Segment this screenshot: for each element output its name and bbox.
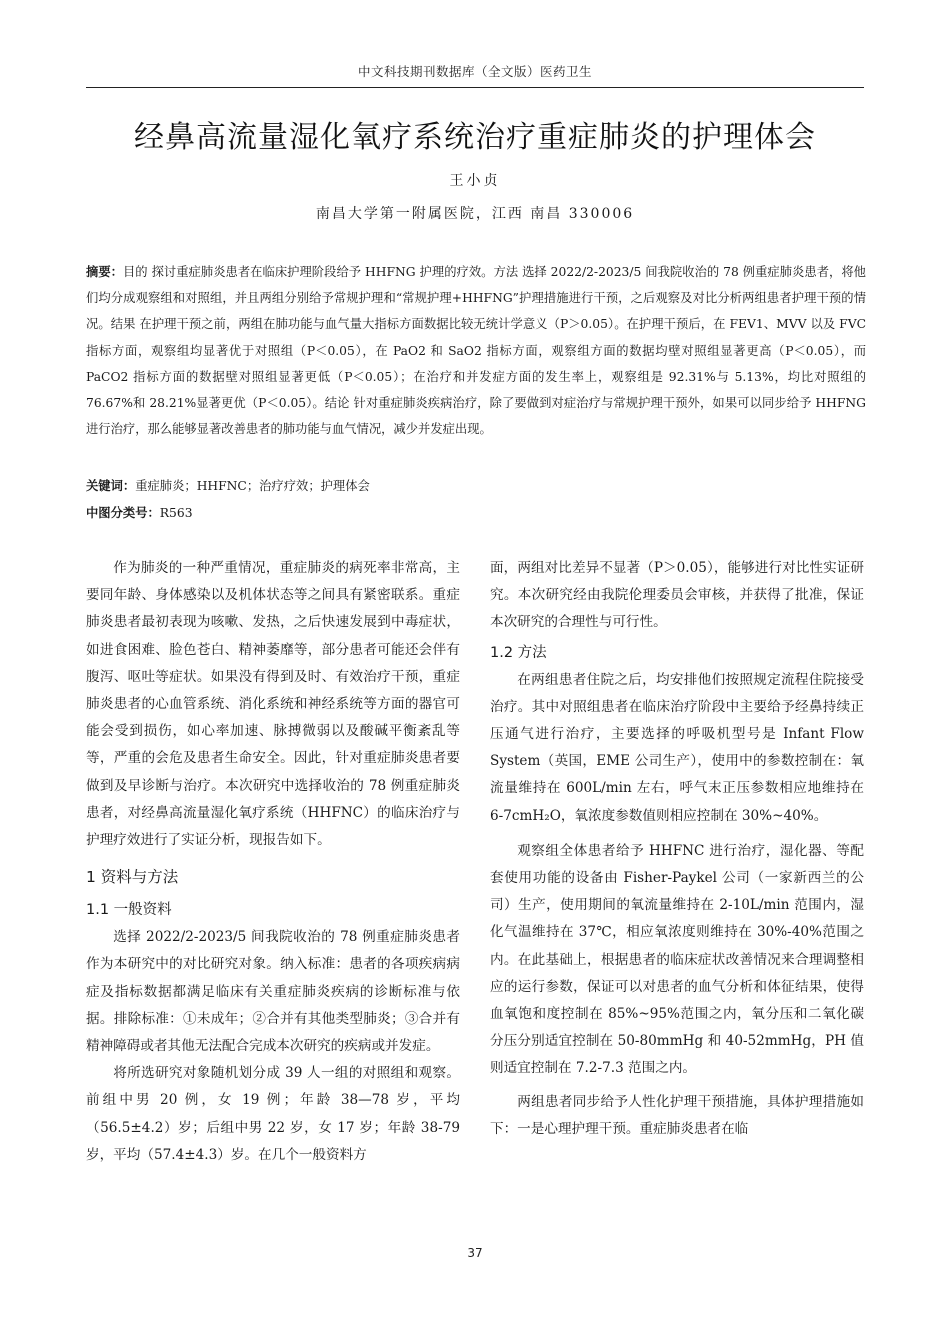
abstract — [86, 259, 866, 442]
journal-header: 中文科技期刊数据库（全文版）医药卫生 — [357, 64, 592, 79]
intro-paragraph: 作为肺炎的一种严重情况，重症肺炎的病死率非常高，主要同年龄、身体感染以及机体状态等之间具有紧密联系。重症肺炎患者最初表现为咳嗽、发热，之后快速发展到中毒症状，如进食困难、脸色苍白、精神萎靡等，部分患者可能还会伴有腹泻、呕吐等症状。如果没有得到及时、有效治疗干预，重症肺炎患者的心血管系统、消化系统和神经系统等方面的器官可能会受到损伤，如心率加速、脉搏微弱以及酸碱平衡紊乱等等，严重的会危及患者生命安全。因此，针对重症肺炎患者要做到及早诊断与治疗。本次研究中选择收治的 78 例重症肺炎患者，对经鼻高流量湿化氧疗系统（HHFNC）的临床治疗与护理疗效进行了实证分析，现报告如下。 — [86, 560, 460, 849]
page-number: 37 — [467, 1246, 483, 1260]
section-1-1-paragraph-1: 选择 2022/2-2023/5 间我院收治的 78 例重症肺炎患者作为本研究中的对比研究对象。纳入标准：患者的各项疾病病症及指标数据都满足临床有关重症肺炎疾病的诊断标准与依据。排除标准：①未成年；②合并有其他类型肺炎；③合并有精神障碍或者其他无法配合完成本次研究的疾病或并发症。 — [86, 929, 460, 1055]
article-title: 经鼻高流量湿化氧疗系统治疗重症肺炎的护理体会 — [134, 120, 816, 155]
abstract-label: 摘要： — [86, 265, 123, 279]
classification-text: R563 — [159, 506, 193, 520]
classification-label: 中图分类号： — [86, 506, 160, 520]
section-1-2-heading: 1.2 方法 — [490, 644, 547, 661]
keywords — [86, 476, 370, 494]
section-1-2-paragraph-2: 观察组全体患者给予 HHFNC 进行治疗，湿化器、等配套使用功能的设备由 Fisher-Paykel 公司（一家新西兰的公司）生产，使用期间的氧流量维持在 2-10L/min 范围内，湿化气温维持在 37℃，相应氧浓度则维持在 30%-40%范围之内。在此基础上，根据患者的临床症状改善情况来合理调整相应的运行参数，保证可以对患者的血气分析和体征结果，使得血氧饱和度控制在 85%~95%范围之内，氧分压和二氧化碳分压分别适宜控制在 50-80mmHg 和 40-52mmHg，PH 值则适宜控制在 7.2-7.3 范围之内。 — [490, 842, 864, 1077]
section-1-1-paragraph-2-continued: 面，两组对比差异不显著（P＞0.05），能够进行对比性实证研究。本次研究经由我院伦理委员会审核，并获得了批准，保证本次研究的合理性与可行性。 — [490, 560, 864, 631]
keywords-label: 关键词： — [86, 479, 136, 493]
classification-number — [86, 503, 193, 521]
section-1-heading: 1 资料与方法 — [86, 868, 179, 887]
header-divider — [86, 87, 864, 88]
section-1-2-paragraph-3: 两组患者同步给予人性化护理干预措施，具体护理措施如下：一是心理护理干预。重症肺炎患者在临 — [490, 1093, 864, 1137]
keywords-text: 重症肺炎；HHFNC；治疗疗效；护理体会 — [135, 479, 370, 493]
left-column — [86, 555, 460, 1169]
section-1-2-paragraph-1: 在两组患者住院之后，均安排他们按照规定流程住院接受治疗。其中对照组患者在临床治疗阶段中主要给予经鼻持续正压通气进行治疗，主要选择的呼吸机型号是 Infant Flow System（英国，EME 公司生产），使用中的参数控制在：氧流量维持在 600L/min 左右，呼气末正压参数相应地维持在 6-7cmH₂O，氧浓度参数值则相应控制在 30%~40%。 — [490, 671, 864, 824]
section-1-1-paragraph-2: 将所选研究对象随机划分成 39 人一组的对照组和观察。前组中男 20 例，女 19 例；年龄 38—78 岁，平均（56.5±4.2）岁；后组中男 22 岁，女 17 岁；年龄 38-79 岁，平均（57.4±4.3）岁。在几个一般资料方 — [86, 1065, 460, 1163]
abstract-text: 目的 探讨重症肺炎患者在临床护理阶段给予 HHFNG 护理的疗效。方法 选择 2022/2-2023/5 间我院收治的 78 例重症肺炎患者，将他们均分成观察组和对照组，并且两组分别给予常规护理和“常规护理+HHFNG”护理措施进行干预，之后观察及对比分析两组患者护理干预的情况。结果 在护理干预之前，两组在肺功能与血气量大指标方面数据比较无统计学意义（P＞0.05）。在护理干预后，在 FEV1、MVV 以及 FVC 指标方面，观察组均显著优于对照组（P＜0.05），在 PaO2 和 SaO2 指标方面，观察组方面的数据均壁对照组显著更高（P＜0.05），而 PaCO2 指标方面的数据壁对照组显著更低（P＜0.05）；在治疗和并发症方面的发生率上，观察组是 92.31%与 5.13%，均比对照组的 76.67%和 28.21%显著更优（P＜0.05）。结论 针对重症肺炎疾病治疗，除了要做到对症治疗与常规护理干预外，如果可以同步给予 HHFNG 进行治疗，那么能够显著改善患者的肺功能与血气情况，减少并发症出现。 — [86, 265, 866, 437]
section-1-1-heading: 1.1 一般资料 — [86, 902, 172, 919]
author-affiliation: 南昌大学第一附属医院，江西 南昌 330006 — [315, 206, 635, 222]
article-author: 王小贞 — [449, 173, 501, 189]
right-column — [490, 555, 864, 1143]
